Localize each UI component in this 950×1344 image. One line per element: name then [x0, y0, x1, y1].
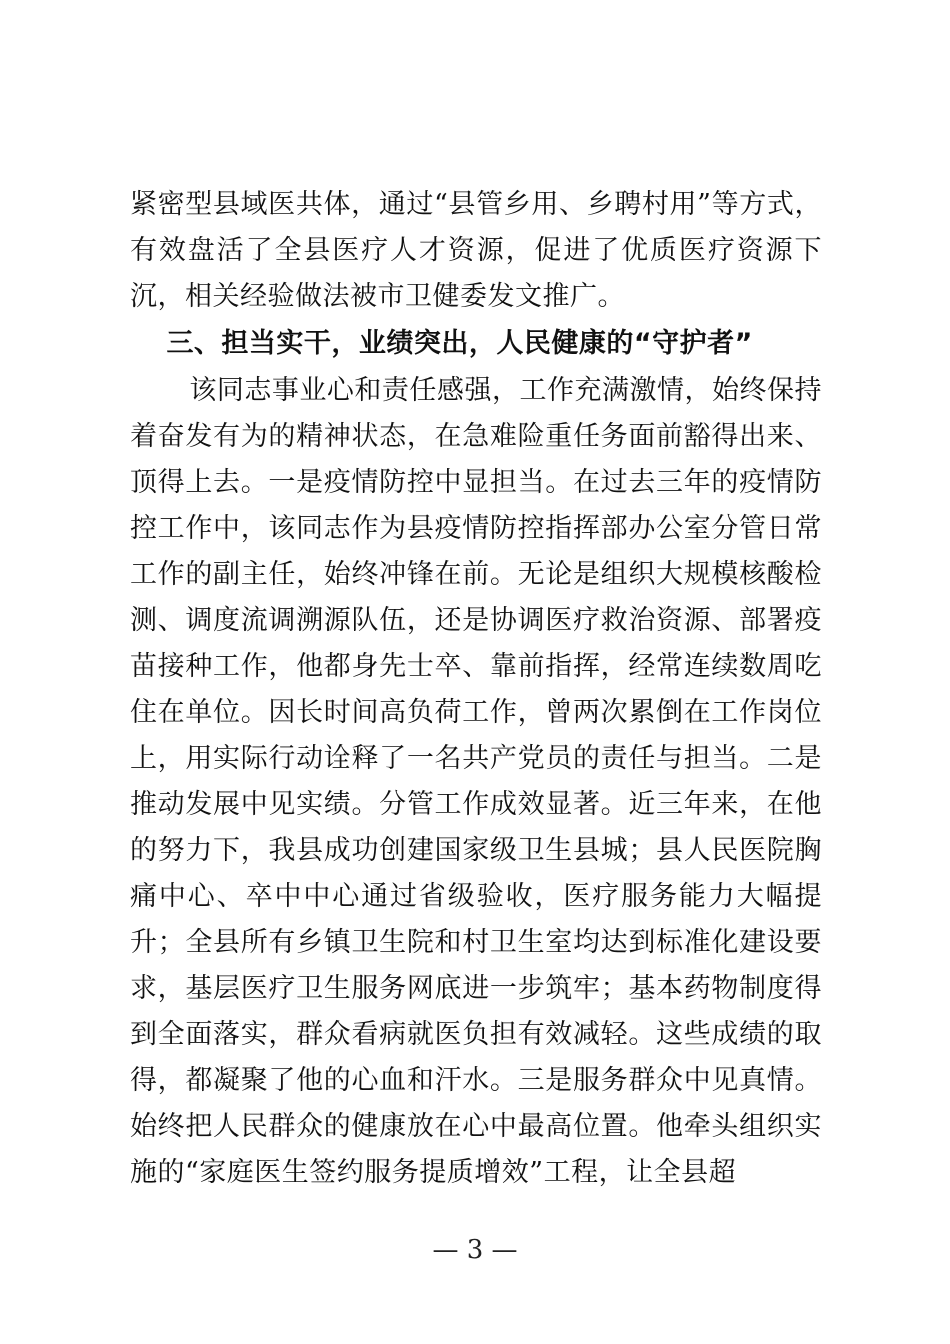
page-number: — 3 — [432, 1235, 518, 1265]
body-paragraph: 该同志事业心和责任感强，工作充满激情，始终保持着奋发有为的精神状态，在急难险重任务面前豁得出来、顶得上去。一是疫情防控中显担当。在过去三年的疫情防控工作中，该同志作为县疫情防控指挥部办公室分管日常工作的副主任，始终冲锋在前。无论是组织大规模核酸检测、调度流调溯源队伍，还是协调医疗救治资源、部署疫苗接种工作，他都身先士卒、靠前指挥，经常连续数周吃住在单位。因长时间高负荷工作，曾两次累倒在工作岗位上，用实际行动诠释了一名共产党员的责任与担当。二是推动发展中见实绩。分管工作成效显著。近三年来，在他的努力下，我县成功创建国家级卫生县城；县人民医院胸痛中心、卒中中心通过省级验收，医疗服务能力大幅提升；全县所有乡镇卫生院和村卫生室均达到标准化建设要求，基层医疗卫生服务网底进一步筑牢；基本药物制度得到全面落实，群众看病就医负担有效减轻。这些成绩的取得，都凝聚了他的心血和汗水。三是服务群众中见真情。始终把人民群众的健康放在心中最高位置。他牵头组织实施的“家庭医生签约服务提质增效”工程，让全县超 [130, 375, 822, 1188]
body-paragraph-continuation: 紧密型县域医共体，通过“县管乡用、乡聘村用”等方式，有效盘活了全县医疗人才资源，促进了优质医疗资源下沉，相关经验做法被市卫健委发文推广。 [130, 189, 822, 312]
section-heading: 三、担当实干，业绩突出，人民健康的“守护者” [166, 328, 753, 359]
document-body [130, 182, 822, 1196]
